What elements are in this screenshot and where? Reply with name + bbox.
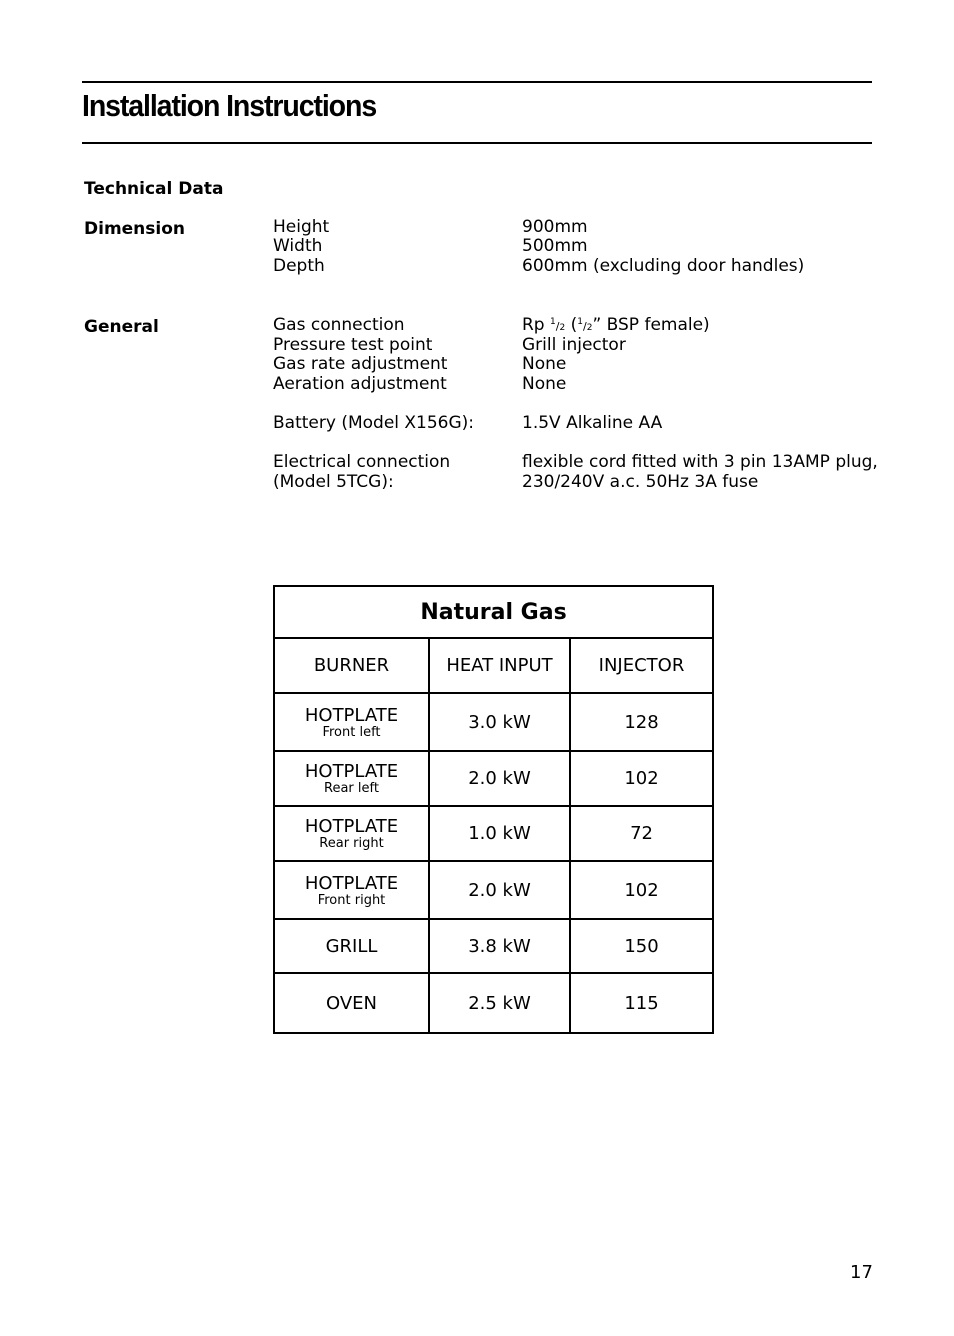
burner-position: Front right (317, 892, 386, 908)
general-value-pressure-test-point: Grill injector (522, 335, 626, 355)
general-label-aeration-adjustment: Aeration adjustment (273, 374, 447, 394)
table-row (274, 861, 713, 919)
heat-input-cell: 2.5 kW (429, 973, 570, 1033)
general-label-battery: Battery (Model X156G): (273, 413, 475, 433)
table-row (274, 973, 713, 1033)
general-value-battery: 1.5V Alkaline AA (522, 413, 663, 433)
burner-name: HOTPLATE (304, 761, 399, 782)
burner-cell: GRILL (274, 919, 429, 973)
burner-position: Rear left (324, 781, 379, 796)
general-value-electrical-connection: flexible cord fitted with 3 pin 13AMP plug, (522, 452, 878, 472)
burner-position: Rear right (319, 836, 384, 851)
injector-cell: 72 (570, 806, 713, 861)
header-heat-input: HEAT INPUT (429, 638, 570, 693)
gas-connection-suffix: ” BSP female) (592, 315, 710, 335)
header-burner: BURNER (274, 638, 429, 693)
burner-cell (274, 861, 429, 919)
table-row (274, 693, 713, 751)
table-row (274, 751, 713, 806)
table-row (274, 919, 713, 973)
general-label-gas-rate-adjustment: Gas rate adjustment (273, 354, 448, 374)
top-rule (82, 81, 872, 83)
general-heading: General (84, 317, 159, 337)
title-underline (82, 142, 872, 144)
heat-input-cell: 2.0 kW (429, 751, 570, 806)
general-label-model-5tcg: (Model 5TCG): (273, 472, 394, 492)
heat-input-cell: 2.0 kW (429, 861, 570, 919)
injector-cell: 150 (570, 919, 713, 973)
heat-input-cell: 3.8 kW (429, 919, 570, 973)
half-inch-fraction: $^1$/2 (577, 317, 593, 333)
page-title: Installation Instructions (82, 88, 377, 123)
general-value-model-5tcg: 230/240V a.c. 50Hz 3A fuse (522, 472, 759, 492)
dimension-value-depth: 600mm (excluding door handles) (522, 256, 805, 276)
burner-name: HOTPLATE (304, 872, 399, 894)
burner-cell (274, 693, 429, 751)
general-value-gas-connection: Rp $^1$/2 ($^1$/2” BSP female) (522, 315, 710, 335)
injector-cell: 102 (570, 751, 713, 806)
dimension-heading: Dimension (84, 219, 186, 239)
general-label-pressure-test-point: Pressure test point (273, 335, 433, 355)
general-label-gas-connection: Gas connection (273, 315, 405, 335)
natural-gas-title: Natural Gas (274, 586, 713, 638)
general-label-electrical-connection: Electrical connection (273, 452, 451, 472)
burner-position: Front left (322, 724, 381, 740)
page-number: 17 (850, 1262, 873, 1283)
burner-name: HOTPLATE (304, 704, 399, 726)
dimension-label-width: Width (273, 236, 323, 256)
general-value-gas-rate-adjustment: None (522, 354, 567, 374)
half-fraction: $^1$/2 (550, 317, 566, 333)
burner-cell: OVEN (274, 973, 429, 1033)
dimension-label-height: Height (273, 217, 330, 237)
burner-cell (274, 806, 429, 861)
dimension-label-depth: Depth (273, 256, 325, 276)
dimension-value-height: 900mm (522, 217, 588, 237)
table-row (274, 806, 713, 861)
injector-cell: 115 (570, 973, 713, 1033)
burner-cell (274, 751, 429, 806)
dimension-value-width: 500mm (522, 236, 588, 256)
heat-input-cell: 3.0 kW (429, 693, 570, 751)
injector-cell: 128 (570, 693, 713, 751)
technical-data-heading: Technical Data (84, 179, 224, 199)
burner-name: HOTPLATE (304, 816, 399, 837)
heat-input-cell: 1.0 kW (429, 806, 570, 861)
header-injector: INJECTOR (570, 638, 713, 693)
injector-cell: 102 (570, 861, 713, 919)
gas-connection-prefix: Rp (522, 315, 551, 335)
general-value-aeration-adjustment: None (522, 374, 567, 394)
natural-gas-table (273, 585, 714, 1034)
